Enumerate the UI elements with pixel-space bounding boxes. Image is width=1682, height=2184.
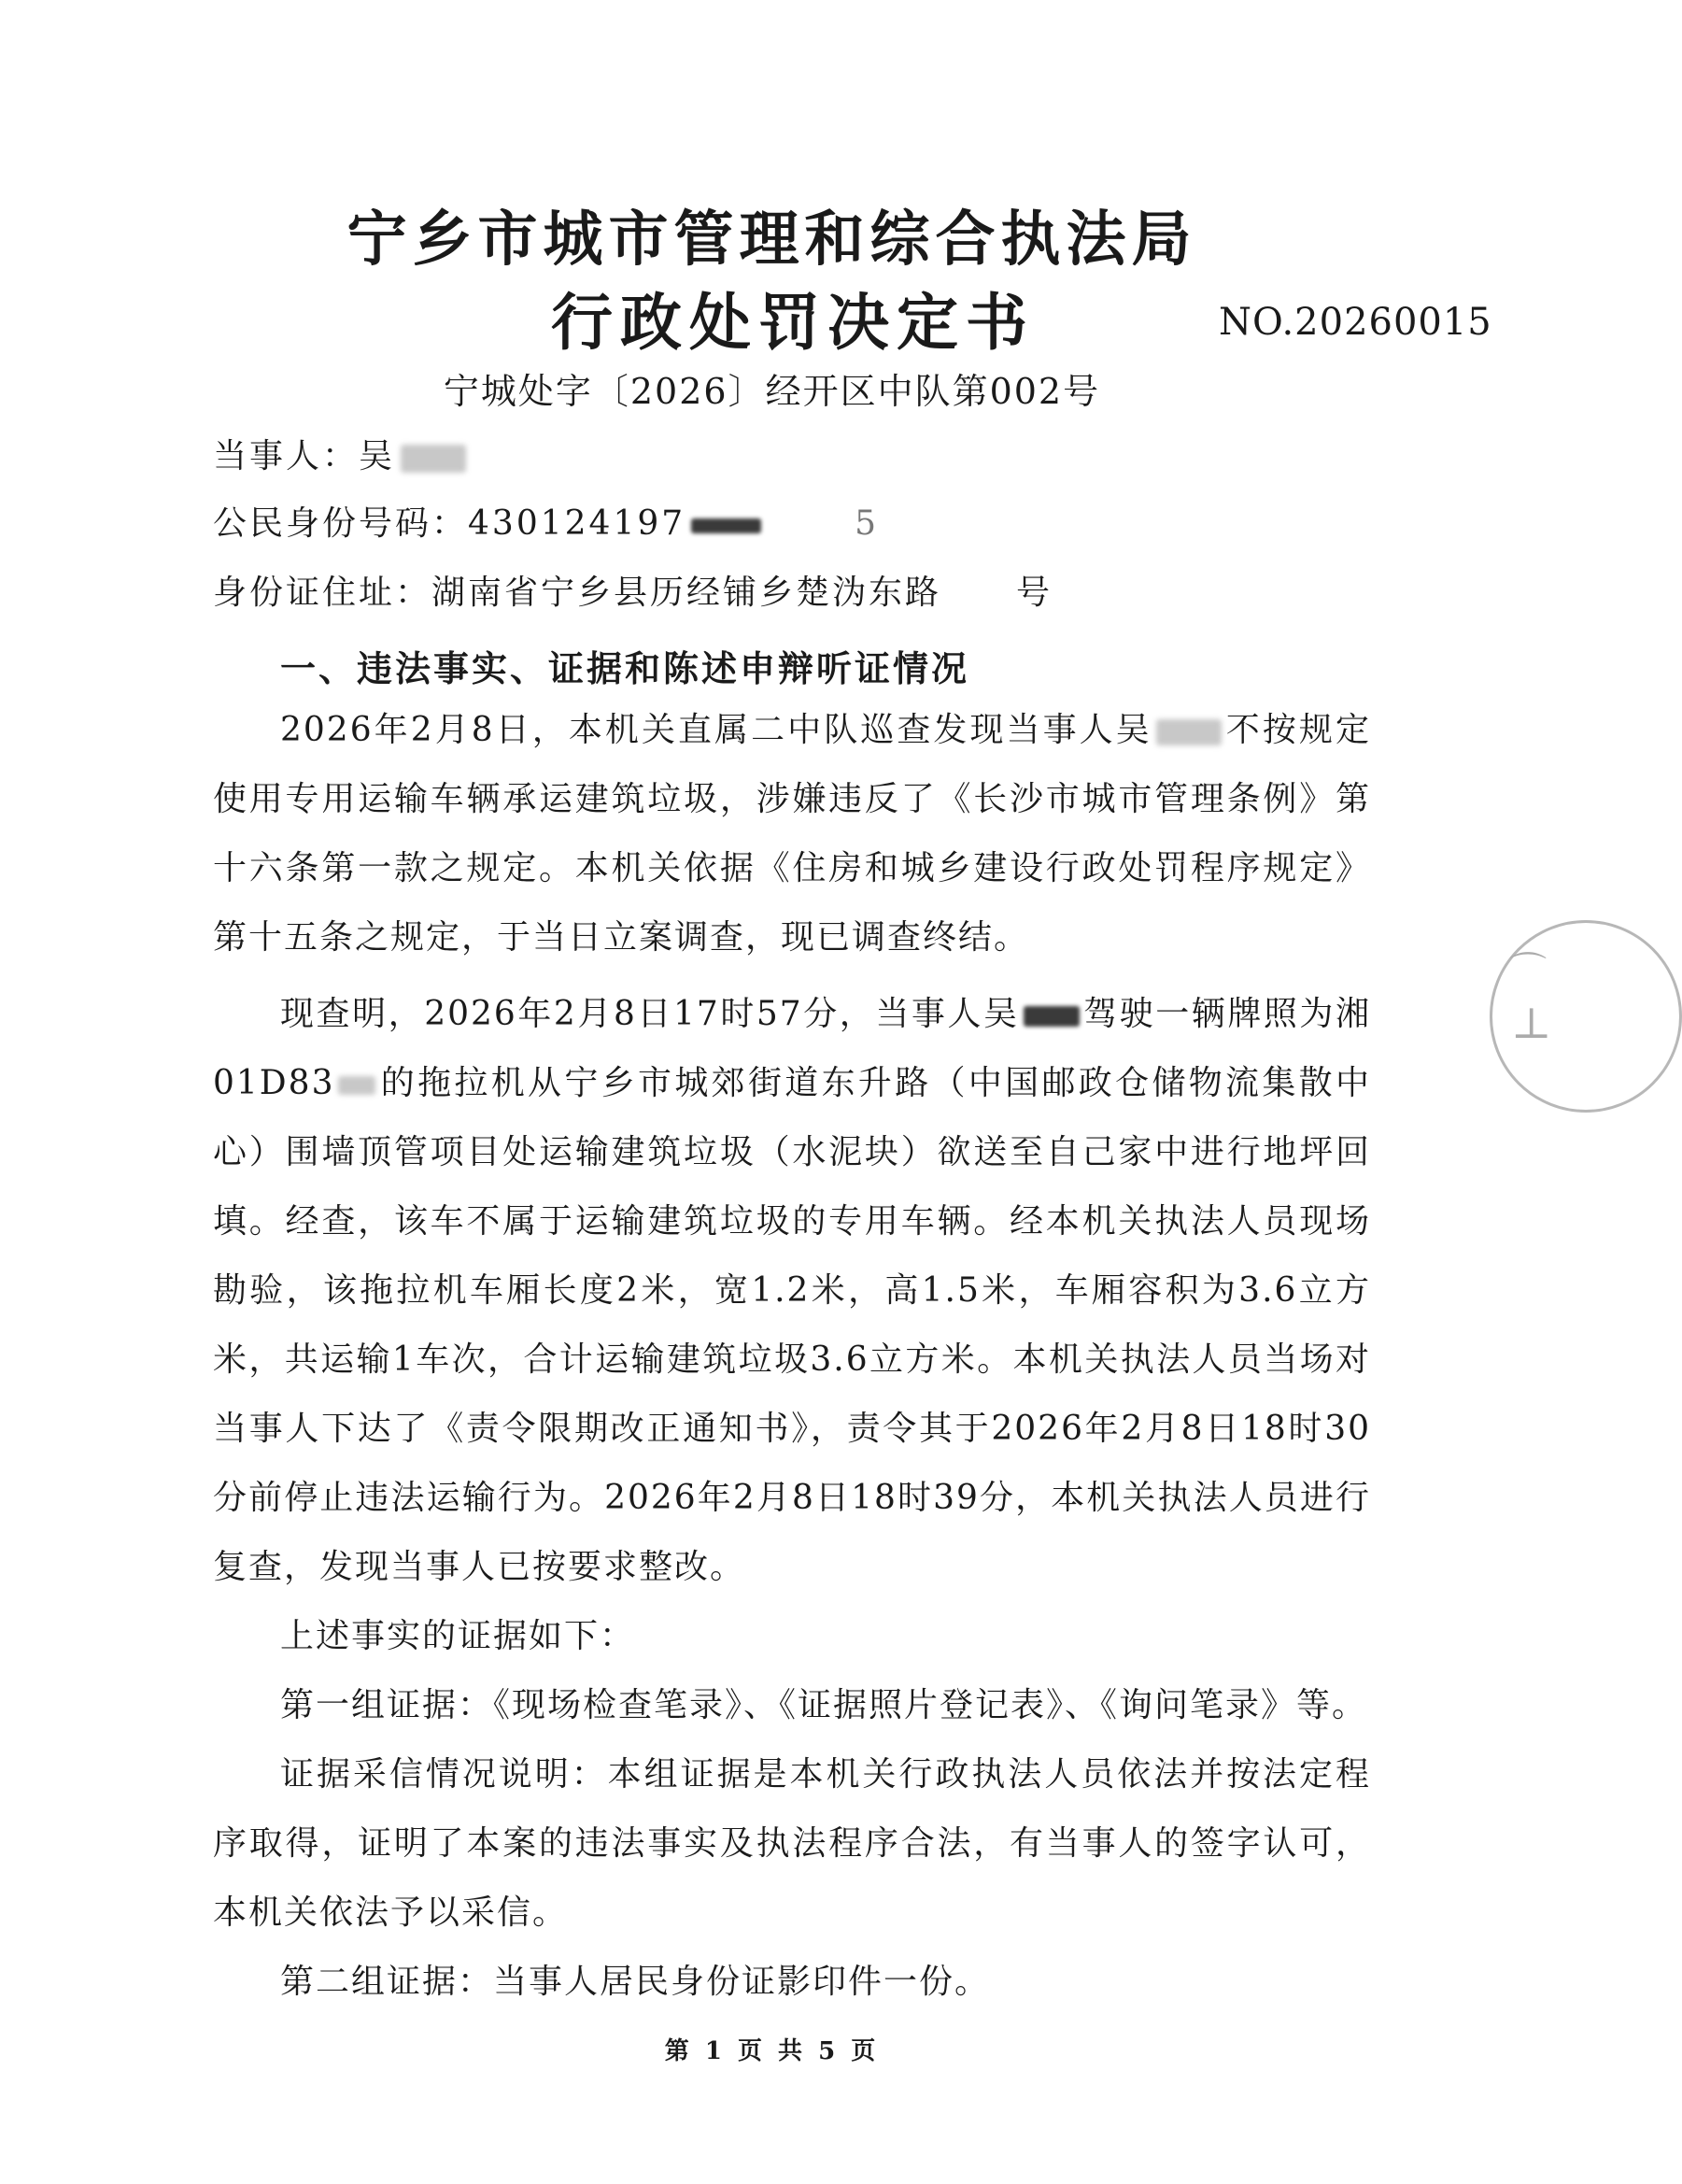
redaction-mark bbox=[401, 445, 466, 473]
document-number: NO.20260015 bbox=[1219, 301, 1492, 344]
section-heading: 一、违法事实、证据和陈述申辩听证情况 bbox=[280, 647, 970, 689]
document-type-title: 行政处罚决定书 bbox=[551, 286, 1035, 359]
reference-number: 宁城处字〔2026〕经开区中队第002号 bbox=[443, 371, 1101, 412]
party-name-label: 当事人： bbox=[213, 437, 360, 475]
agency-title: 宁乡市城市管理和综合执法局 bbox=[346, 205, 1197, 275]
paragraph-evidence-explanation: 证据采信情况说明：本组证据是本机关行政执法人员依法并按法定程序取得，证明了本案的违法事实及执法程序合法，有当事人的签字认可，本机关依法予以采信。 bbox=[213, 1755, 1371, 1932]
paragraph-evidence-group-1: 第一组证据：《现场检查笔录》、《证据照片登记表》、《询问笔录》等。 bbox=[280, 1686, 1368, 1724]
paragraph-text: 现查明，2026年2月8日17时57分，当事人吴 bbox=[280, 995, 1020, 1033]
redaction-mark bbox=[691, 518, 761, 533]
paragraph-evidence-intro: 上述事实的证据如下： bbox=[280, 1617, 636, 1655]
page-number: 第 1 页 共 5 页 bbox=[664, 2037, 880, 2065]
paragraph-case-filing bbox=[213, 696, 1371, 972]
party-address-label: 身份证住址： bbox=[213, 574, 432, 612]
paragraph-text: 驾驶一辆牌照为湘01D83 bbox=[213, 995, 1371, 1102]
party-id-row bbox=[213, 497, 879, 545]
paragraph-text: 2026年2月8日，本机关直属二中队巡查发现当事人吴 bbox=[280, 711, 1152, 749]
party-address-suffix: 号 bbox=[1016, 574, 1053, 612]
party-name-value: 吴 bbox=[359, 437, 396, 475]
party-address-value: 湖南省宁乡县历经铺乡楚沩东路 bbox=[431, 574, 942, 612]
redaction-mark bbox=[1156, 719, 1222, 745]
seal-mark: ⊥ bbox=[1511, 998, 1552, 1048]
party-address-row bbox=[213, 566, 1053, 614]
party-name-row bbox=[213, 430, 466, 477]
redaction-mark bbox=[1024, 1006, 1080, 1027]
document-body bbox=[213, 696, 1371, 2017]
paragraph-evidence-group-2: 第二组证据：当事人居民身份证影印件一份。 bbox=[280, 1963, 991, 2001]
paragraph-text: 不按规定使用专用运输车辆承运建筑垃圾，涉嫌违反了《长沙市城市管理条例》第十六条第一款之规定。本机关依据《住房和城乡建设行政处罚程序规定》第十五条之规定，于当日立案调查，现已调查终结。 bbox=[213, 711, 1371, 957]
party-id-value: 430124197 bbox=[468, 504, 686, 543]
seal-mark: ⌒ bbox=[1509, 950, 1547, 993]
paragraph-text: 的拖拉机从宁乡市城郊街道东升路（中国邮政仓储物流集散中心）围墙顶管项目处运输建筑垃圾（水泥块）欲送至自己家中进行地坪回填。经查，该车不属于运输建筑垃圾的专用车辆。经本机关执法人员现场勘验，该拖拉机车厢长度2米，宽1.2米，高1.5米，车厢容积为3.6立方米，共运输1车次，合计运输建筑垃圾3.6立方米。本机关执法人员当场对当事人下达了《责令限期改正通知书》，责令其于2026年2月8日18时30分前停止违法运输行为。2026年2月8日18时39分，本机关执法人员进行复查，发现当事人已按要求整改。 bbox=[213, 1064, 1371, 1586]
party-id-tail: 5 bbox=[855, 504, 880, 543]
official-seal-partial bbox=[1490, 920, 1682, 1113]
paragraph-findings bbox=[213, 980, 1371, 1602]
redaction-mark bbox=[338, 1076, 375, 1095]
party-id-label: 公民身份号码： bbox=[213, 504, 469, 543]
